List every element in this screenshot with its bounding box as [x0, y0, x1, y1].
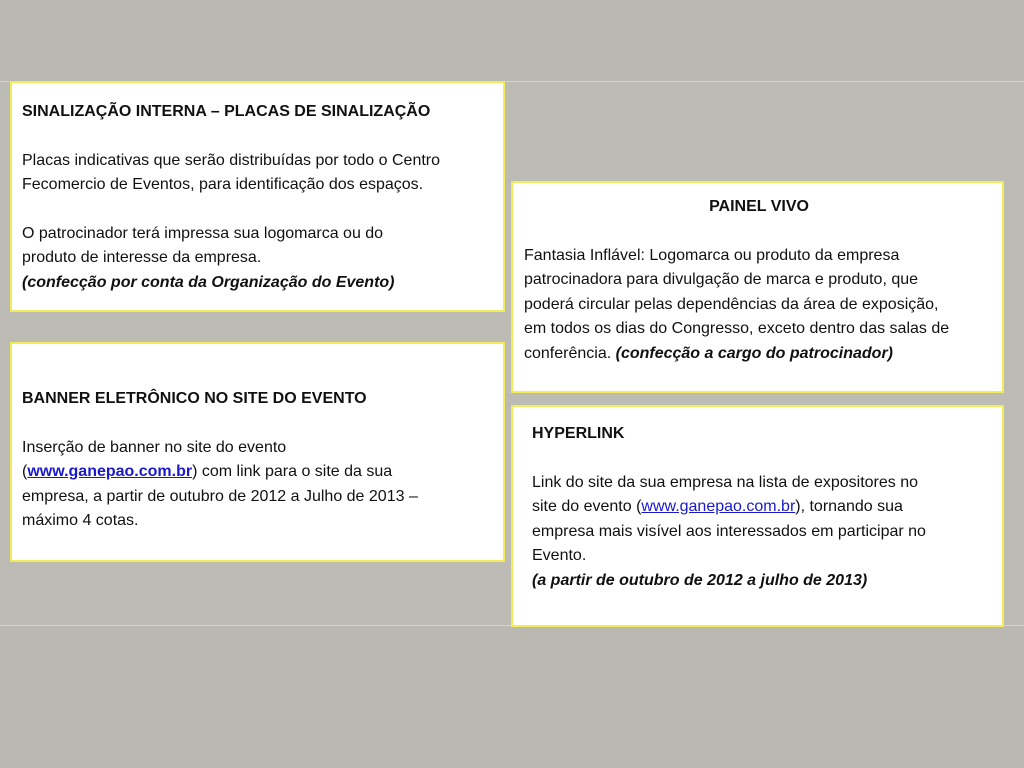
painel-line-5 — [524, 342, 994, 367]
banner-open-paren: ( — [22, 463, 28, 480]
painel-note: (confecção a cargo do patrocinador) — [615, 344, 893, 362]
painel-line-2: patrocinadora para divulgação de marca e produto, que — [524, 271, 919, 288]
hyperlink-line-1: Link do site da sua empresa na lista de expositores no — [532, 473, 919, 491]
hyperlink-note: (a partir de outubro de 2012 a julho de 2013) — [532, 571, 868, 589]
hyperlink-box — [511, 405, 1004, 627]
sinalizacao-note: (confecção por conta da Organização do Evento) — [22, 273, 395, 291]
sinalizacao-line-1: Placas indicativas que serão distribuídas por todo o Centro — [22, 151, 441, 169]
painel-box — [511, 181, 1004, 393]
hyperlink-line-2-start: site do evento ( — [532, 498, 642, 515]
banner-site-link[interactable]: www.ganepao.com.br — [27, 463, 193, 480]
banner-line-2 — [22, 460, 495, 485]
sinalizacao-line-4: produto de interesse da empresa. — [22, 249, 262, 266]
painel-line-1: Fantasia Inflável: Logomarca ou produto da empresa — [524, 246, 900, 264]
sinalizacao-title: SINALIZAÇÃO INTERNA – PLACAS DE SINALIZAÇÃO — [22, 103, 431, 120]
banner-box — [10, 342, 505, 562]
hyperlink-site-link[interactable]: www.ganepao.com.br — [641, 498, 796, 515]
banner-line-2-rest: ) com link para o site da sua — [192, 463, 393, 480]
hyperlink-line-2 — [532, 495, 994, 520]
sinalizacao-box — [10, 81, 505, 312]
hyperlink-line-2-end: ), tornando sua — [795, 498, 903, 515]
hyperlink-title: HYPERLINK — [532, 425, 625, 442]
banner-title: BANNER ELETRÔNICO NO SITE DO EVENTO — [22, 390, 367, 407]
painel-line-5-start: conferência. — [524, 344, 616, 362]
painel-line-3: poderá circular pelas dependências da área de exposição, — [524, 295, 939, 313]
hyperlink-line-4: Evento. — [532, 547, 587, 564]
painel-line-4: em todos os dias do Congresso, exceto dentro das salas de — [524, 320, 950, 337]
banner-line-4: máximo 4 cotas. — [22, 512, 139, 529]
painel-title: PAINEL VIVO — [709, 198, 809, 215]
banner-line-3: empresa, a partir de outubro de 2012 a Julho de 2013 – — [22, 487, 418, 505]
sinalizacao-line-3: O patrocinador terá impressa sua logomarca ou do — [22, 224, 384, 242]
sinalizacao-line-2: Fecomercio de Eventos, para identificação dos espaços. — [22, 176, 424, 193]
hyperlink-line-3: empresa mais visível aos interessados em participar no — [532, 522, 926, 540]
banner-line-1: Inserção de banner no site do evento — [22, 438, 287, 456]
